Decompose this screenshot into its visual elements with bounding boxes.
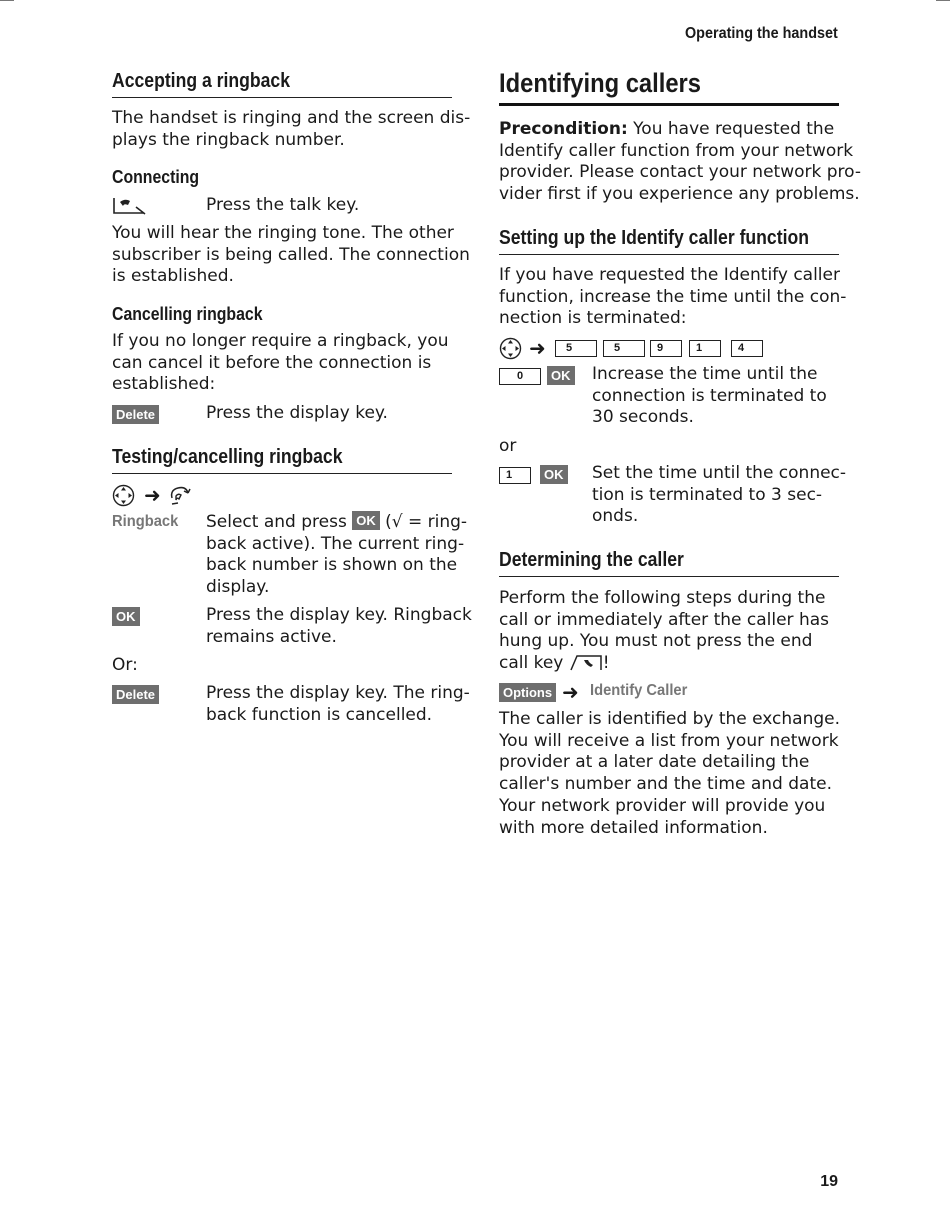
menu-item-identify-caller[interactable]: Identify Caller <box>590 682 688 699</box>
ok-softkey[interactable]: OK <box>112 607 140 626</box>
ringback-description: Select and press OK (√ = ring- back active). The current ring- back number is shown on the display. <box>206 512 468 598</box>
precondition-text: Precondition: You have requested the Identify caller function from your network provider. Please contact your network pro- vider first if you experience any problems. <box>499 119 861 205</box>
ok-softkey-setup-0[interactable]: OK <box>547 366 575 385</box>
talk-key-description: Press the talk key. <box>206 195 360 215</box>
crop-mark-right <box>936 0 950 1</box>
zero-description: Increase the time until the connection is terminated to 30 seconds. <box>592 364 827 428</box>
options-softkey[interactable]: Options <box>499 683 556 702</box>
running-header: Operating the handset <box>685 25 838 42</box>
crop-mark-left <box>0 0 14 1</box>
delete-softkey[interactable]: Delete <box>112 405 159 424</box>
key-9[interactable]: 9 <box>650 340 682 357</box>
ringback-icon <box>168 484 192 508</box>
heading-testing-ringback: Testing/cancelling ringback <box>112 446 452 474</box>
end-call-key-icon <box>569 654 603 672</box>
key-4[interactable]: 4 <box>731 340 763 357</box>
heading-identifying-callers: Identifying callers <box>499 68 839 106</box>
identified-result: The caller is identified by the exchange. You will receive a list from your network provider at a later date detailing the caller's number and the time and date. Your network provider will provide you with more detailed information. <box>499 709 841 838</box>
menu-item-ringback[interactable]: Ringback <box>112 513 179 530</box>
delete-description: Press the display key. <box>206 403 388 423</box>
or-label: Or: <box>112 655 138 675</box>
or-label-right: or <box>499 436 517 456</box>
heading-cancelling-ringback: Cancelling ringback <box>112 304 263 324</box>
connecting-result: You will hear the ringing tone. The other subscriber is being called. The connection is established. <box>112 223 470 287</box>
heading-determining-caller: Determining the caller <box>499 549 839 577</box>
delete-softkey-2[interactable]: Delete <box>112 685 159 704</box>
heading-setting-up: Setting up the Identify caller function <box>499 227 839 255</box>
one-description: Set the time until the connec- tion is terminated to 3 sec- onds. <box>592 463 847 527</box>
arrow-icon-2: ➜ <box>529 336 546 360</box>
heading-accepting-ringback: Accepting a ringback <box>112 70 452 98</box>
key-1-single[interactable]: 1 <box>499 467 531 484</box>
accepting-body: The handset is ringing and the screen dis- plays the ringback number. <box>112 108 471 150</box>
ok-softkey-inline: OK <box>352 511 380 530</box>
navigation-key-icon[interactable] <box>112 484 135 507</box>
navigation-key-icon-2[interactable] <box>499 337 522 360</box>
setup-body: If you have requested the Identify caller function, increase the time until the con- nection is terminated: <box>499 265 847 329</box>
ok-softkey-setup-1[interactable]: OK <box>540 465 568 484</box>
key-1[interactable]: 1 <box>689 340 721 357</box>
key-5[interactable]: 5 <box>555 340 597 357</box>
determining-body: Perform the following steps during the call or immediately after the caller has hung up. You must not press the end call key ! <box>499 588 829 674</box>
key-5-second[interactable]: 5 <box>603 340 645 357</box>
cancelling-body: If you no longer require a ringback, you can cancel it before the connection is established: <box>112 331 449 395</box>
arrow-icon-3: ➜ <box>562 680 579 704</box>
talk-key-icon <box>112 196 148 216</box>
heading-connecting: Connecting <box>112 167 200 187</box>
ok-description: Press the display key. Ringback remains active. <box>206 605 472 647</box>
arrow-icon: ➜ <box>144 483 161 507</box>
key-0[interactable]: 0 <box>499 368 541 385</box>
page-number: 19 <box>820 1173 838 1190</box>
delete-description-2: Press the display key. The ring- back function is cancelled. <box>206 683 470 725</box>
